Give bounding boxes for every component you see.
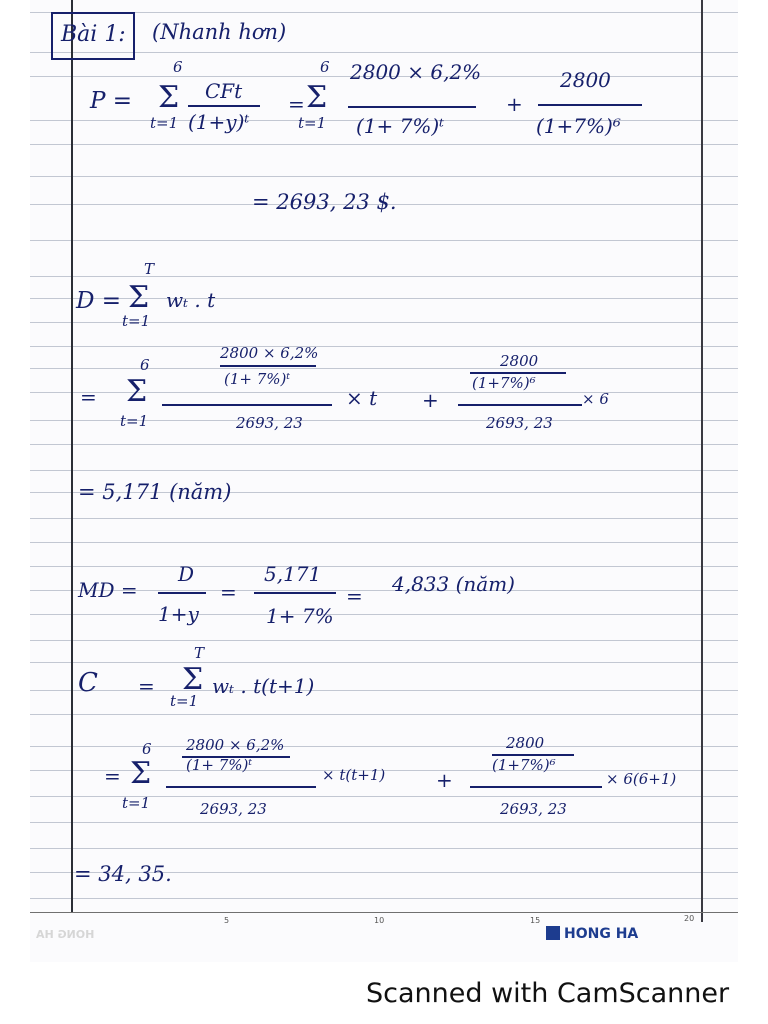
sum-lower-limit: t=1 [150, 114, 179, 132]
ruled-line [30, 614, 738, 615]
brand-text: HONG HA [564, 926, 639, 942]
ruled-line [30, 346, 738, 347]
equals-sign: = [220, 580, 237, 604]
main-fraction-bar [162, 404, 332, 406]
duration-result: = 5,171 (năm) [78, 480, 232, 504]
sum-upper-limit: T [144, 260, 155, 278]
price-denominator: 2693, 23 [200, 800, 267, 818]
ruled-line [30, 444, 738, 445]
price-denominator: 2693, 23 [500, 800, 567, 818]
main-fraction-bar [458, 404, 582, 406]
price-denominator: 2693, 23 [486, 414, 553, 432]
fraction-bar [158, 592, 206, 594]
fraction-numerator: 2800 × 6,2% [350, 60, 482, 84]
sum-lower-limit: t=1 [298, 114, 327, 132]
multiply-term: × 6(6+1) [606, 770, 677, 788]
sum-upper-limit: T [194, 644, 205, 662]
brand-label [546, 926, 638, 942]
duration-lhs: D = [76, 288, 122, 314]
equals-sign: = [104, 764, 121, 788]
fraction-bar [348, 106, 476, 108]
ruler-tick-label: 20 [684, 914, 695, 923]
page-edge-line [701, 0, 703, 922]
equals-sign: = [138, 674, 155, 698]
ruled-line [30, 690, 738, 691]
multiply-term: × t(t+1) [322, 766, 386, 784]
sum-lower-limit: t=1 [170, 692, 199, 710]
fraction-denominator: (1+ 7%)ᵗ [224, 370, 291, 388]
fraction-bar [220, 365, 316, 367]
multiply-t: × t [346, 386, 378, 410]
ruled-line [30, 746, 738, 747]
fraction-numerator: D [178, 562, 195, 586]
fraction-numerator: 5,171 [264, 562, 322, 586]
exercise-title: Bài 1: [61, 22, 126, 47]
sum-sign: Σ [126, 374, 148, 409]
ruled-line [30, 470, 738, 471]
plus-sign: + [422, 388, 439, 412]
plus-sign: + [506, 92, 523, 116]
ruled-line [30, 276, 738, 277]
ruled-line [30, 822, 738, 823]
exercise-note: (Nhanh hơn) [152, 20, 287, 44]
ruled-line [30, 714, 738, 715]
weighted-term: wₜ . t [166, 288, 216, 312]
brand-logo-icon [546, 926, 560, 940]
fraction-numerator: 2800 × 6,2% [220, 344, 319, 362]
fraction-denominator: (1+7%)⁶ [536, 114, 621, 138]
fraction-denominator: (1+ 7%)ᵗ [186, 756, 253, 774]
fraction-denominator: (1+7%)⁶ [492, 756, 556, 774]
ruled-line [30, 176, 738, 177]
main-fraction-bar [166, 786, 316, 788]
ruled-line [30, 640, 738, 641]
sum-upper-limit: 6 [140, 356, 150, 374]
multiply-6: × 6 [582, 390, 609, 408]
ruler-tick-label: 5 [224, 916, 230, 925]
sum-lower-limit: t=1 [120, 412, 149, 430]
notebook-page [30, 0, 738, 962]
fraction-denominator: (1+7%)⁶ [472, 374, 536, 392]
fraction-bar [188, 105, 260, 107]
fraction-denominator: 1+y [158, 602, 199, 626]
ruled-line [30, 566, 738, 567]
equals-sign: = [346, 584, 363, 608]
ruled-line [30, 542, 738, 543]
ruler-line [30, 912, 738, 913]
convexity-lhs: C [78, 668, 98, 698]
equals-sign: = [288, 92, 305, 116]
sum-lower-limit: t=1 [122, 794, 151, 812]
plus-sign: + [436, 768, 453, 792]
modified-duration-lhs: MD = [78, 578, 138, 602]
ruled-line [30, 12, 738, 13]
sum-sign: Σ [128, 280, 150, 315]
ruled-line [30, 144, 738, 145]
sum-lower-limit: t=1 [122, 312, 151, 330]
ruled-line [30, 240, 738, 241]
sum-sign: Σ [130, 756, 152, 791]
price-denominator: 2693, 23 [236, 414, 303, 432]
sum-sign: Σ [158, 80, 180, 115]
sum-upper-limit: 6 [320, 58, 330, 76]
fraction-numerator: 2800 [500, 352, 539, 370]
modified-duration-result: 4,833 (năm) [392, 572, 515, 596]
fraction-numerator: 2800 × 6,2% [186, 736, 285, 754]
ruled-line [30, 368, 738, 369]
equals-sign: = [80, 385, 97, 409]
fraction-denominator: (1+y)ᵗ [188, 110, 250, 134]
fraction-numerator: 2800 [506, 734, 545, 752]
brand-mirror-ghost: HONG HA [36, 928, 95, 941]
ruled-line [30, 52, 738, 53]
fraction-bar [254, 592, 336, 594]
fraction-denominator: (1+ 7%)ᵗ [356, 114, 445, 138]
scanner-watermark: Scanned with CamScanner [366, 978, 730, 1009]
weighted-term: wₜ . t(t+1) [212, 674, 315, 698]
convexity-result: = 34, 35. [74, 862, 172, 886]
sum-upper-limit: 6 [142, 740, 152, 758]
ruled-line [30, 848, 738, 849]
price-result: = 2693, 23 $. [252, 190, 397, 214]
ruled-line [30, 518, 738, 519]
sum-upper-limit: 6 [173, 58, 183, 76]
ruled-line [30, 898, 738, 899]
sum-sign: Σ [182, 662, 204, 697]
sum-sign: Σ [306, 80, 328, 115]
fraction-numerator: 2800 [560, 68, 611, 92]
fraction-numerator: CFt [205, 79, 243, 103]
fraction-denominator: 1+ 7% [266, 604, 334, 628]
ruler-tick-label: 15 [530, 916, 541, 925]
price-lhs: P = [90, 88, 133, 114]
margin-line [71, 0, 73, 912]
main-fraction-bar [470, 786, 602, 788]
ruled-line [30, 662, 738, 663]
fraction-bar [538, 104, 642, 106]
ruler-tick-label: 10 [374, 916, 385, 925]
